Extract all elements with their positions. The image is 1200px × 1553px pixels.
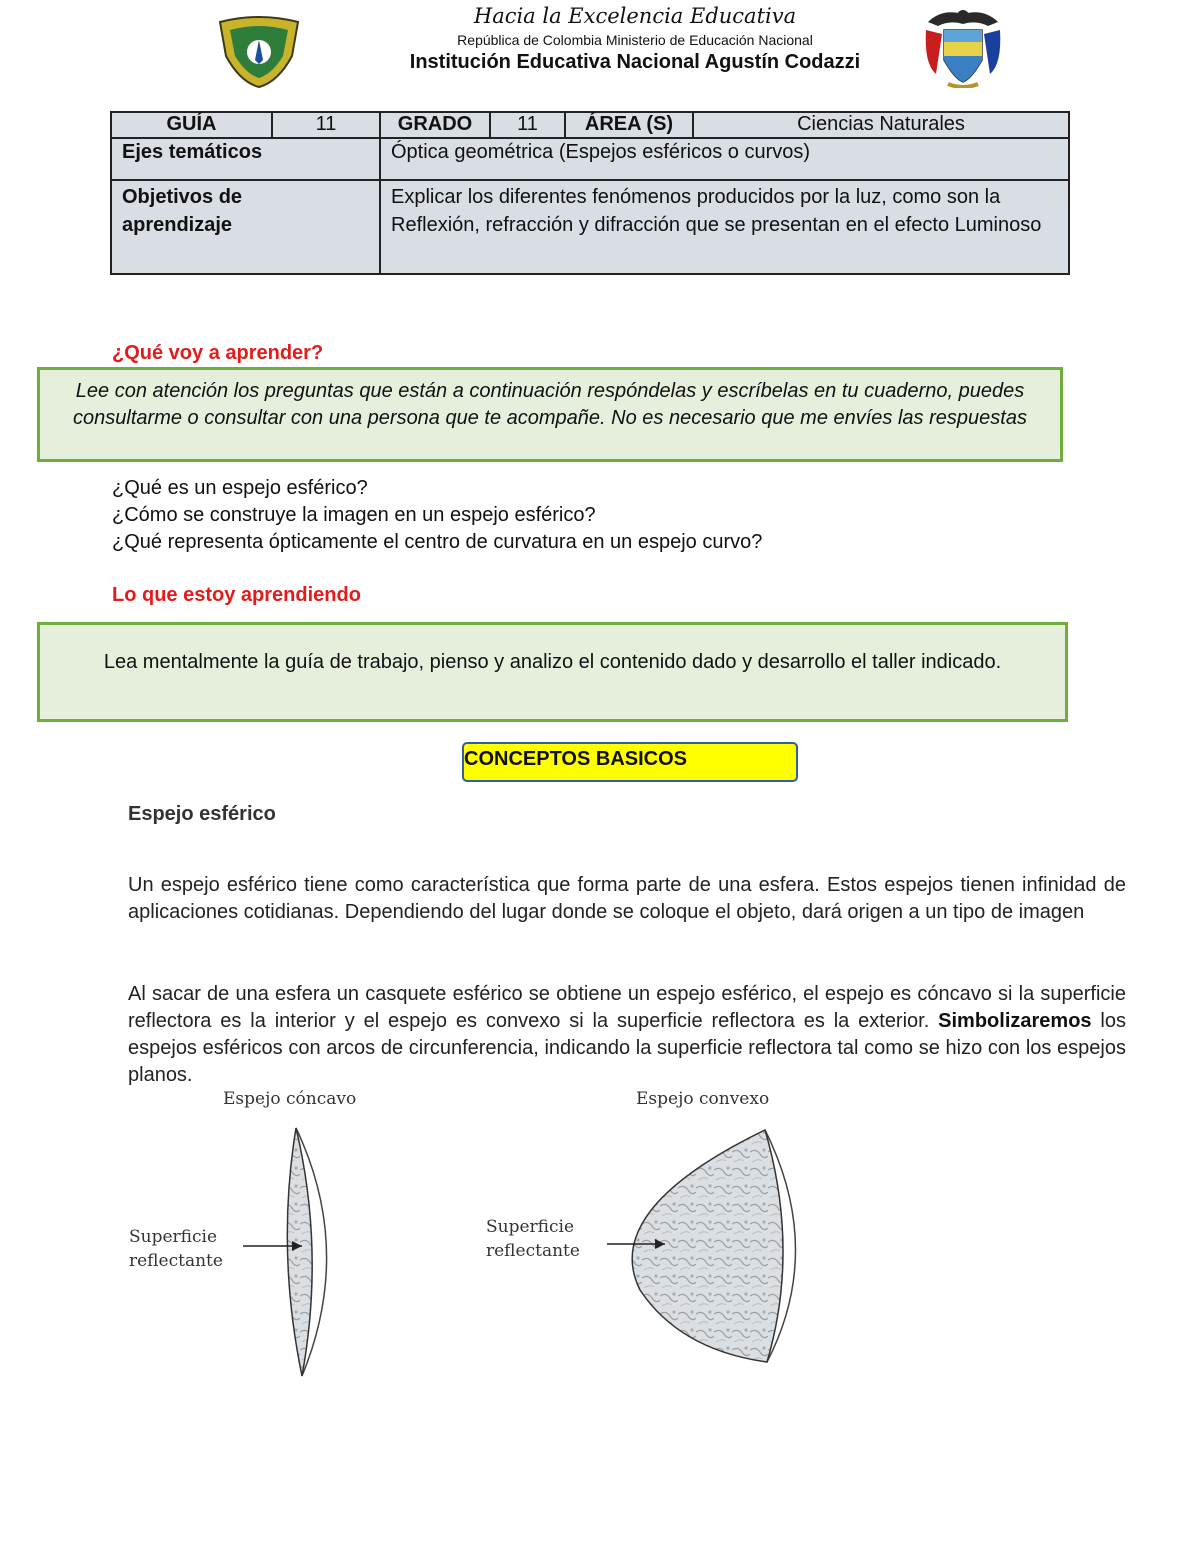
objetivos-label: Objetivos de aprendizaje xyxy=(111,180,380,274)
concave-label-line-2: reflectante xyxy=(129,1251,223,1271)
arrow-icon xyxy=(243,1241,302,1251)
colombia-coat-of-arms-logo xyxy=(922,4,1004,88)
objetivos-value: Explicar los diferentes fenómenos producidos por la luz, como son la Reflexión, refracción y difracción que se presentan en el efecto Luminoso xyxy=(380,180,1069,274)
convex-label-line-2: reflectante xyxy=(486,1241,580,1261)
ejes-value: Óptica geométrica (Espejos esféricos o curvos) xyxy=(380,138,1069,180)
concepts-title-box: CONCEPTOS BASICOS xyxy=(462,742,798,782)
que-voy-heading: ¿Qué voy a aprender? xyxy=(112,342,324,364)
concave-reflective-label xyxy=(129,1225,223,1273)
area-value: Ciencias Naturales xyxy=(693,112,1069,138)
guia-value: 11 xyxy=(272,112,380,138)
area-label: ÁREA (S) xyxy=(565,112,693,138)
grado-value: 11 xyxy=(490,112,565,138)
guia-label: GUÍA xyxy=(111,112,272,138)
convex-reflective-label xyxy=(486,1215,580,1263)
question-2: ¿Cómo se construye la imagen en un espejo esférico? xyxy=(112,504,596,526)
instructions-box: Lee con atención los preguntas que están a continuación respóndelas y escríbelas en tu cuaderno, puedes consultarme o consultar con una persona que te acompañe. No es necesario que me envíes las respuestas xyxy=(37,367,1063,462)
paragraph-2-start: Al sacar de una esfera un casquete esférico se obtiene un espejo esférico, el espejo es cóncavo si la superficie reflectora es la interior y el espejo es convexo si la superficie reflectora es la exterior. xyxy=(128,983,1126,1032)
concave-label-line-1: Superficie xyxy=(129,1227,218,1247)
guide-info-table xyxy=(110,111,1070,275)
institution-name: Institución Educativa Nacional Agustín Codazzi xyxy=(409,51,861,73)
concave-mirror-title: Espejo cóncavo xyxy=(223,1089,357,1109)
ministry-line: República de Colombia Ministerio de Educación Nacional xyxy=(457,32,813,48)
question-1: ¿Qué es un espejo esférico? xyxy=(112,477,368,499)
espejo-esferico-subheading: Espejo esférico xyxy=(128,803,276,825)
concave-mirror-drawing xyxy=(287,1128,326,1376)
paragraph-2 xyxy=(128,981,1126,1089)
ejes-label: Ejes temáticos xyxy=(111,138,380,180)
question-3: ¿Qué representa ópticamente el centro de curvatura en un espejo curvo? xyxy=(112,531,763,553)
convex-label-line-1: Superficie xyxy=(486,1217,575,1237)
lo-que-estoy-heading: Lo que estoy aprendiendo xyxy=(112,584,361,606)
paragraph-1: Un espejo esférico tiene como característica que forma parte de una esfera. Estos espejos tienen infinidad de aplicaciones cotidianas. Dependiendo del lugar donde se coloque el objeto, dará origen a un tipo de imagen xyxy=(128,874,1126,923)
grado-label: GRADO xyxy=(380,112,490,138)
convex-mirror-title: Espejo convexo xyxy=(636,1089,770,1109)
paragraph-2-bold: Simbolizaremos xyxy=(938,1010,1092,1032)
reading-instructions-box: Lea mentalmente la guía de trabajo, pienso y analizo el contenido dado y desarrollo el taller indicado. xyxy=(37,622,1068,722)
paragraph-2-end: los espejos esféricos con arcos de circunferencia, indicando la superficie reflectora tal como se hizo con los espejos planos. xyxy=(128,1010,1126,1086)
motto: Hacia la Excelencia Educativa xyxy=(473,4,797,28)
